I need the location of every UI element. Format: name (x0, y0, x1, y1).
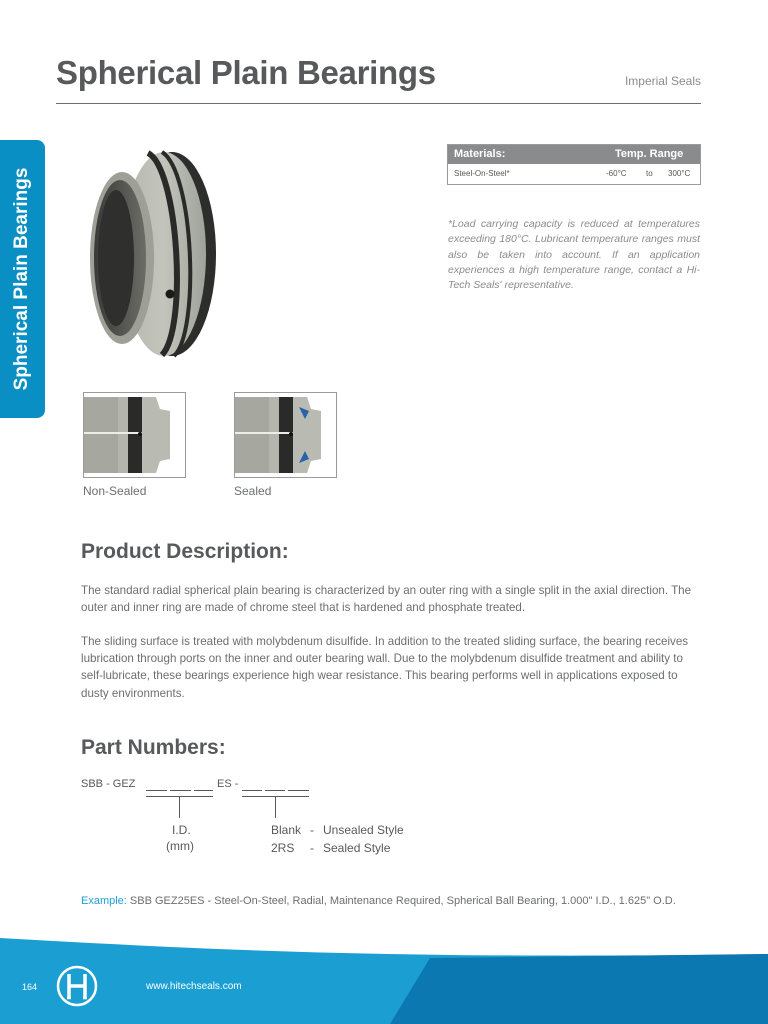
temp-min-cell: -60°C (606, 169, 627, 178)
temp-range-header: Temp. Range (615, 148, 684, 160)
id-digit-blank (146, 790, 167, 791)
seal-connector (275, 796, 276, 818)
sealed-caption: Sealed (234, 484, 272, 498)
seal-digit-blank (242, 790, 262, 791)
example-line (81, 895, 676, 907)
option-dash: - (310, 841, 314, 855)
table-row (448, 164, 700, 184)
hitech-seals-logo (56, 964, 98, 1008)
non-sealed-thumbnail (83, 392, 186, 478)
option-description: Unsealed Style (323, 823, 404, 837)
temp-to-cell: to (646, 169, 653, 178)
option-description: Sealed Style (323, 841, 391, 855)
example-text: SBB GEZ25ES - Steel-On-Steel, Radial, Maintenance Required, Spherical Ball Bearing, 1.000" I.D., 1.625" O.D. (126, 895, 676, 907)
non-sealed-caption: Non-Sealed (83, 484, 147, 498)
temp-max-cell: 300°C (668, 169, 691, 178)
description-paragraph-2: The sliding surface is treated with molybdenum disulfide. In addition to the treated sliding surface, the bearing receives lubrication through ports on the inner and outer bearing wall. Due to the molybdenum disulfide treatment and ability to self-lubricate, these bearings experience high wear resistance. This bearing performs well in applications exposed to dusty environments. (81, 635, 689, 700)
part-number-prefix: SBB - GEZ (81, 778, 136, 790)
example-label: Example: (81, 895, 127, 907)
id-unit-label: (mm) (166, 839, 194, 853)
sealed-thumbnail (234, 392, 337, 478)
page-number: 164 (22, 982, 38, 992)
seal-digit-blank (288, 790, 309, 791)
id-digit-blank (170, 790, 191, 791)
part-number-mid: ES - (217, 778, 239, 790)
description-paragraph-1: The standard radial spherical plain bearing is characterized by an outer ring with a single split in the axial direction. The outer and inner ring are made of chrome steel that is hardened and phosphate treated. (81, 584, 692, 615)
option-dash: - (310, 823, 314, 837)
bearing-product-image (78, 148, 223, 363)
footer-band (0, 920, 768, 1024)
option-code: Blank (271, 823, 302, 837)
materials-table-header (448, 145, 700, 164)
brand-label: Imperial Seals (624, 74, 701, 88)
material-cell: Steel-On-Steel* (454, 169, 510, 178)
id-digit-blank (194, 790, 213, 791)
seal-digit-blank (265, 790, 285, 791)
materials-header: Materials: (454, 148, 506, 160)
id-connector (179, 796, 180, 818)
product-description-heading: Product Description: (81, 540, 289, 563)
website-link[interactable]: www.hitechseals.com (146, 981, 242, 992)
option-code: 2RS (271, 841, 295, 855)
temperature-note: *Load carrying capacity is reduced at temperatures exceeding 180°C. Lubricant temperature ranges must also be taken into account. If an application experiences a high temperature range, contact a Hi-Tech Seals' representative. (448, 218, 700, 292)
title-divider (56, 103, 701, 104)
part-numbers-heading: Part Numbers: (81, 736, 226, 759)
id-label: I.D. (172, 823, 191, 837)
side-section-tab-label: Spherical Plain Bearings (11, 167, 32, 391)
page-title: Spherical Plain Bearings (56, 54, 436, 91)
materials-table (447, 144, 701, 185)
